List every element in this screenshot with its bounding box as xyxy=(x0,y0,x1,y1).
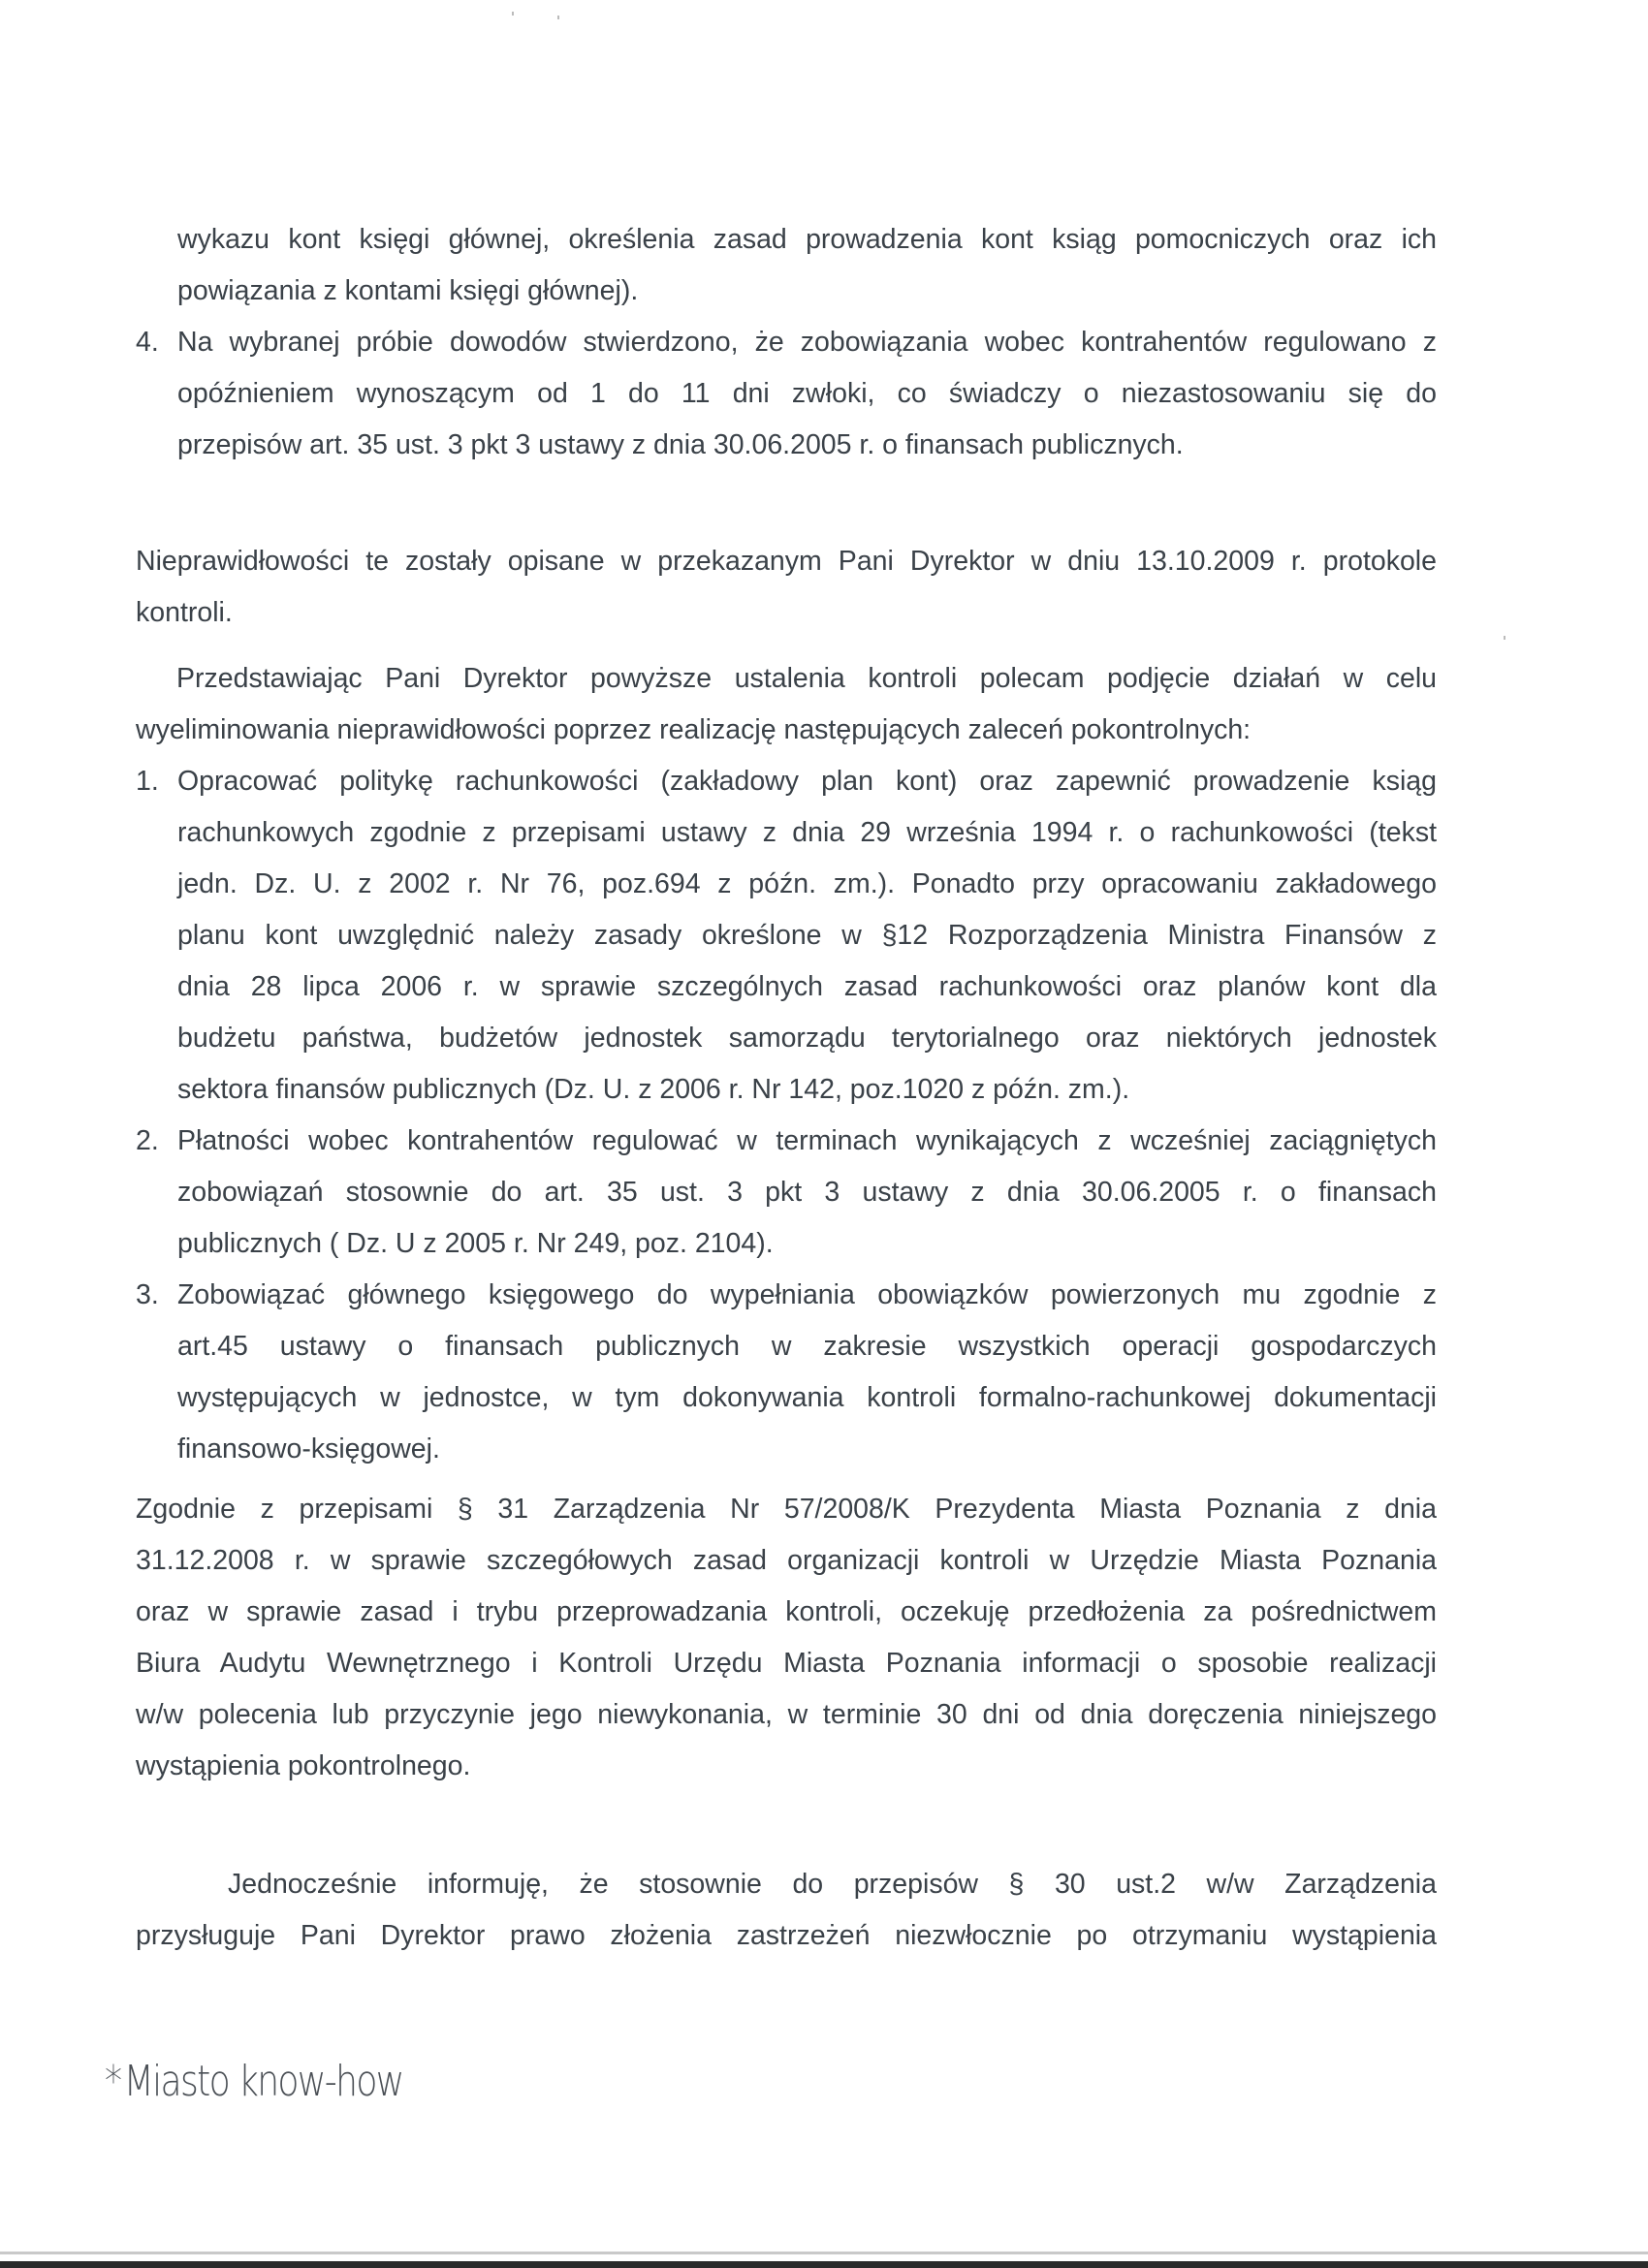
recommendations-intro xyxy=(136,653,1437,756)
list-number: 4. xyxy=(136,327,159,358)
text-line: publicznych ( Dz. U z 2005 r. Nr 249, poz. 2104). xyxy=(177,1228,774,1259)
recommendation-text xyxy=(177,756,1437,1116)
text-line: budżetu państwa, budżetów jednostek samorządu terytorialnego oraz niektórych jednostek xyxy=(177,1023,1437,1054)
recommendation-text xyxy=(177,1270,1437,1475)
recommendation-item-1 xyxy=(136,756,1437,1116)
recommendation-text xyxy=(177,1116,1437,1270)
recommendation-item-3 xyxy=(136,1270,1437,1475)
text-line: Opracować politykę rachunkowości (zakładowy plan kont) oraz zapewnić prowadzenie ksiąg xyxy=(177,766,1437,797)
text-line: opóźnieniem wynoszącym od 1 do 11 dni zwłoki, co świadczy o niezastosowaniu się do xyxy=(177,378,1437,409)
list-number: 2. xyxy=(136,1125,159,1156)
text-line: występujących w jednostce, w tym dokonywania kontroli formalno-rachunkowej dokumentacji xyxy=(177,1382,1437,1413)
text-line: oraz w sprawie zasad i trybu przeprowadzania kontroli, oczekuję przedłożenia za pośrednictwem xyxy=(136,1596,1437,1627)
list-number: 1. xyxy=(136,766,159,797)
text-line: dnia 28 lipca 2006 r. w sprawie szczególnych zasad rachunkowości oraz planów kont dla xyxy=(177,971,1437,1002)
text-line: wykazu kont księgi głównej, określenia zasad prowadzenia kont ksiąg pomocniczych oraz ich xyxy=(177,224,1437,255)
text-line: zobowiązań stosownie do art. 35 ust. 3 pkt 3 ustawy z dnia 30.06.2005 r. o finansach xyxy=(177,1177,1437,1208)
continuation-text xyxy=(177,214,1437,317)
text-line: wystąpienia pokontrolnego. xyxy=(136,1750,471,1781)
list-number: 3. xyxy=(136,1279,159,1310)
text-line: Biura Audytu Wewnętrznego i Kontroli Urzędu Miasta Poznania informacji o sposobie realizacji xyxy=(136,1648,1437,1679)
text-line: finansowo-księgowej. xyxy=(177,1433,440,1465)
regulation-paragraph xyxy=(136,1484,1437,1792)
scan-speck xyxy=(1504,636,1505,640)
text-line: powiązania z kontami księgi głównej). xyxy=(177,275,639,306)
text-line: Zgodnie z przepisami § 31 Zarządzenia Nr 57/2008/K Prezydenta Miasta Poznania z dnia xyxy=(136,1494,1437,1525)
text-line: planu kont uwzględnić należy zasady określone w §12 Rozporządzenia Ministra Finansów z xyxy=(177,920,1437,951)
text-line: 31.12.2008 r. w sprawie szczegółowych zasad organizacji kontroli w Urzędzie Miasta Poznania xyxy=(136,1545,1437,1576)
text-line: art.45 ustawy o finansach publicznych w zakresie wszystkich operacji gospodarczych xyxy=(177,1331,1437,1362)
text-line: przepisów art. 35 ust. 3 pkt 3 ustawy z dnia 30.06.2005 r. o finansach publicznych. xyxy=(177,429,1184,460)
irregularities-paragraph xyxy=(136,536,1437,639)
text-line: Nieprawidłowości te zostały opisane w przekazanym Pani Dyrektor w dniu 13.10.2009 r. protokole xyxy=(136,546,1437,577)
text-line: rachunkowych zgodnie z przepisami ustawy z dnia 29 września 1994 r. o rachunkowości (tekst xyxy=(177,817,1437,848)
finding-text xyxy=(177,317,1437,471)
text-line: sektora finansów publicznych (Dz. U. z 2006 r. Nr 142, poz.1020 z późn. zm.). xyxy=(177,1074,1130,1105)
text-line: w/w polecenia lub przyczynie jego niewykonania, w terminie 30 dni od dnia doręczenia niniejszego xyxy=(136,1699,1437,1730)
text-line: wyeliminowania nieprawidłowości poprzez realizację następujących zaleceń pokontrolnych: xyxy=(136,714,1252,745)
text-line: Na wybranej próbie dowodów stwierdzono, że zobowiązania wobec kontrahentów regulowano z xyxy=(177,327,1437,358)
text-line: Płatności wobec kontrahentów regulować w terminach wynikających z wcześniej zaciągniętych xyxy=(177,1125,1437,1156)
text-line: Jednocześnie informuję, że stosownie do przepisów § 30 ust.2 w/w Zarządzenia xyxy=(228,1869,1437,1900)
objections-paragraph xyxy=(136,1859,1437,1962)
scan-speck xyxy=(512,12,514,16)
footer-logo xyxy=(105,2057,403,2106)
scan-speck xyxy=(557,16,559,19)
text-line: przysługuje Pani Dyrektor prawo złożenia zastrzeżeń niezwłocznie po otrzymaniu wystąpienia xyxy=(136,1920,1437,1951)
logo-text: Miasto know-how xyxy=(123,2057,403,2106)
scan-bottom-border xyxy=(0,2261,1648,2268)
recommendation-item-2 xyxy=(136,1116,1437,1270)
text-line: Zobowiązać głównego księgowego do wypełniania obowiązków powierzonych mu zgodnie z xyxy=(177,1279,1437,1310)
text-line: kontroli. xyxy=(136,597,233,628)
text-line: jedn. Dz. U. z 2002 r. Nr 76, poz.694 z późn. zm.). Ponadto przy opracowaniu zakładowego xyxy=(177,868,1437,899)
scan-edge-line xyxy=(0,2252,1648,2254)
asterisk-logo-icon: * xyxy=(105,2057,121,2106)
finding-item-4 xyxy=(136,317,1437,472)
text-line: Przedstawiając Pani Dyrektor powyższe ustalenia kontroli polecam podjęcie działań w celu xyxy=(176,663,1437,694)
